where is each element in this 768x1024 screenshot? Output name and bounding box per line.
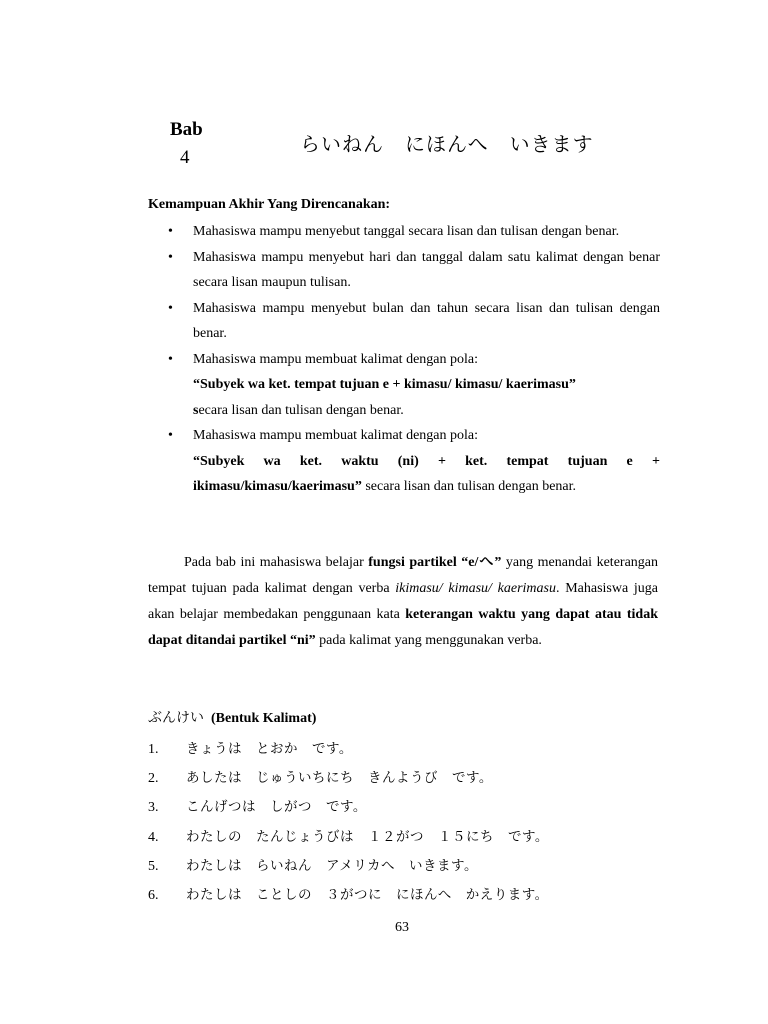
section-heading: [148, 707, 316, 727]
objective-tail: ecara lisan dan tulisan dengan benar.: [198, 402, 404, 418]
sentence-text: こんげつは しがつ です。: [186, 799, 367, 816]
intro-text: . Mahasiswa juga akan belajar membedakan penggunaan kata: [148, 581, 658, 622]
intro-italic: ikimasu/ kimasu/ kaerimasu: [395, 581, 556, 596]
pattern-word: tempat: [506, 453, 549, 469]
pattern-word: “Subyek: [193, 453, 245, 469]
objective-tail: secara lisan dan tulisan dengan benar.: [361, 479, 577, 494]
objective-text: Mahasiswa mampu menyebut tanggal secara lisan dan tulisan dengan benar.: [193, 224, 620, 239]
pattern-word: tujuan: [567, 453, 608, 469]
objective-item: [148, 423, 660, 500]
objective-text: Mahasiswa mampu membuat kalimat dengan pola:: [193, 428, 478, 443]
chapter-title: らいねん にほんへ いきます: [300, 132, 594, 156]
objective-tail-bold: s: [193, 402, 199, 418]
objectives-heading: Kemampuan Akhir Yang Direncanakan:: [148, 197, 391, 212]
objective-item: [148, 347, 660, 424]
pattern-word: ket.: [299, 453, 323, 469]
sentence-item: [148, 793, 549, 822]
intro-paragraph: [148, 550, 658, 654]
sentence-text: わたしは らいねん アメリカへ いきます。: [186, 857, 478, 874]
sentence-item: [148, 764, 549, 793]
chapter-label: Bab: [170, 119, 203, 140]
bullet-icon: •: [168, 249, 173, 265]
sentence-item: [148, 881, 549, 910]
sentence-number: 1.: [148, 742, 159, 757]
chapter-number: 4: [180, 147, 190, 168]
objectives-list: [148, 219, 660, 500]
intro-text: pada kalimat yang menggunakan verba.: [315, 633, 542, 648]
sentence-text: あしたは じゅういちにち きんようび です。: [186, 770, 493, 787]
pattern-word: wa: [263, 453, 281, 469]
pattern-word: waktu: [341, 453, 379, 469]
sentence-number: 5.: [148, 858, 159, 874]
sentence-number: 3.: [148, 800, 159, 816]
sentence-item: [148, 852, 549, 881]
objective-text: Mahasiswa mampu menyebut bulan dan tahun secara lisan dan tulisan dengan benar.: [193, 300, 660, 341]
intro-text: yang menandai keterangan tempat tujuan pada kalimat dengan verba: [148, 555, 658, 596]
sentence-item: [148, 735, 549, 764]
sentence-text: きょうは とおか です。: [186, 741, 353, 757]
objective-pattern: “Subyek wa ket. tempat tujuan e + kimasu/ kimasu/ kaerimasu”: [193, 377, 576, 392]
objective-text: Mahasiswa mampu menyebut hari dan tanggal dalam satu kalimat dengan benar secara lisan maupun tulisan.: [193, 249, 660, 290]
objective-item: [148, 219, 660, 245]
page-number: 63: [395, 920, 409, 935]
bullet-icon: •: [168, 300, 173, 316]
objective-text: Mahasiswa mampu membuat kalimat dengan pola:: [193, 351, 478, 367]
section-heading-jp: ぶんけい: [148, 710, 204, 726]
objective-item: [148, 296, 660, 347]
bullet-icon: •: [168, 428, 173, 443]
sentence-list: [148, 735, 549, 910]
sentence-number: 2.: [148, 771, 159, 787]
sentence-item: [148, 823, 549, 852]
pattern-word: e: [626, 453, 633, 469]
intro-bold: fungsi partikel “e/へ”: [368, 555, 502, 570]
sentence-number: 6.: [148, 888, 159, 904]
sentence-text: わたしは ことしの ３がつに にほんへ かえります。: [186, 887, 549, 904]
intro-bold: keterangan waktu yang dapat atau tidak dapat ditandai partikel “ni”: [148, 607, 658, 648]
objective-pattern-line2: ikimasu/kimasu/kaerimasu”: [193, 479, 362, 494]
objective-pattern: [193, 449, 660, 475]
pattern-word: ket.: [465, 453, 488, 469]
section-heading-label: (Bentuk Kalimat): [211, 711, 317, 726]
objective-item: [148, 245, 660, 296]
intro-text: Pada bab ini mahasiswa belajar: [184, 555, 369, 570]
bullet-icon: •: [168, 224, 173, 239]
bullet-icon: •: [168, 351, 173, 367]
pattern-word: +: [437, 453, 446, 469]
pattern-word: (ni): [397, 453, 419, 469]
sentence-text: わたしの たんじょうびは １２がつ １５にち です。: [186, 828, 549, 845]
sentence-number: 4.: [148, 829, 159, 845]
pattern-word: +: [651, 453, 660, 469]
